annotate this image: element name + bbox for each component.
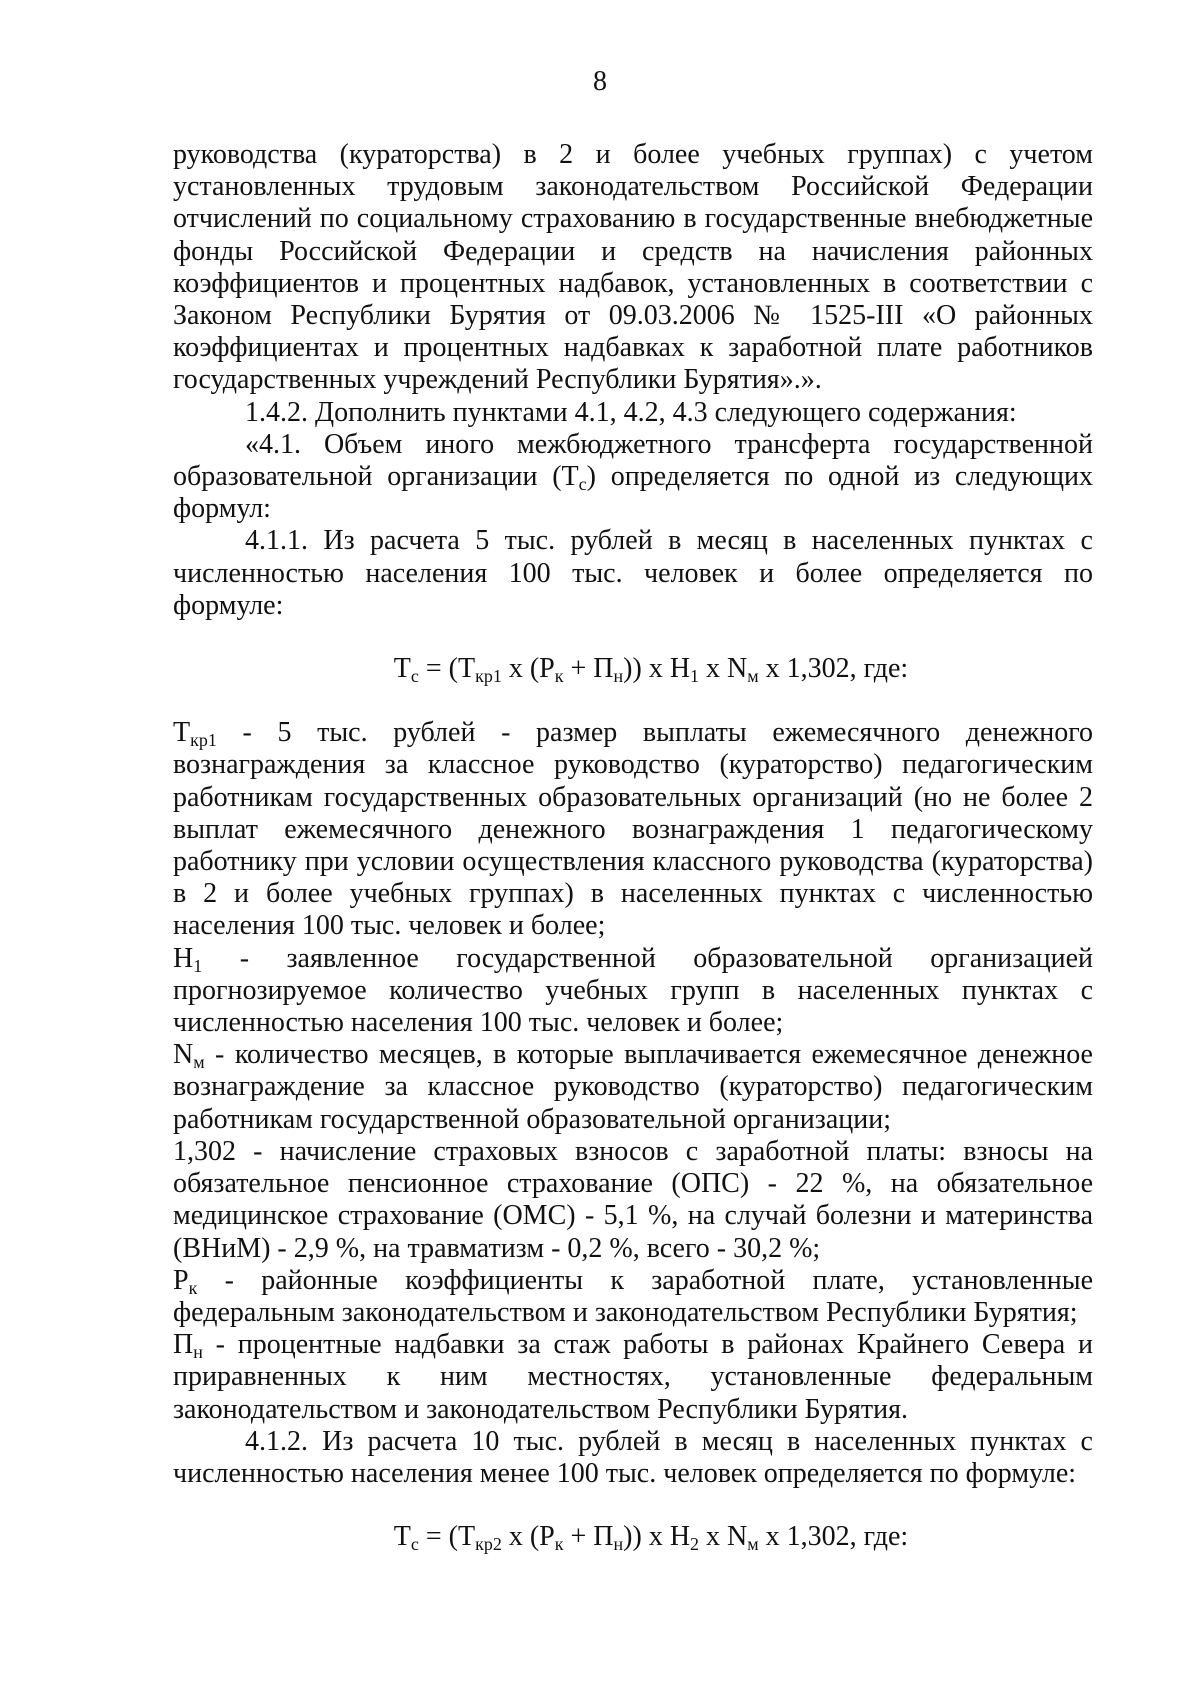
paragraph-4-1-2: 4.1.2. Из расчета 10 тыс. рублей в месяц в населенных пунктах с численностью населения менее 100 тыс. человек определяется по формуле: — [173, 1425, 1093, 1489]
definition-h1: $Н_1$ - заявленное государственной образовательной организацией прогнозируемое количество учебных групп в населенных пунктах с численностью населения 100 тыс. человек и более; — [173, 942, 1093, 1039]
definition-nm: $N_м$ - количество месяцев, в которые выплачивается ежемесячное денежное вознаграждение за классное руководство (кураторство) педагогическим работникам государственной образовательной организации; — [173, 1039, 1093, 1135]
document-body — [173, 139, 1093, 1553]
definition-rk: $Р_к$ - районные коэффициенты к заработной плате, установленные федеральным законодательством и законодательством Республики Бурятия; — [173, 1264, 1093, 1328]
paragraph-1-4-2: 1.4.2. Дополнить пунктами 4.1, 4.2, 4.3 следующего содержания: — [245, 396, 1017, 428]
paragraph-continuation: руководства (кураторства) в 2 и более учебных группах) с учетом установленных трудовым законодательством Российской Федерации отчислений по социальному страхованию в государственные внебюджетные фонды Российской Федерации и средств на начисления районных коэффициентов и процентных надбавок, установленных в соответствии с Законом Республики Бурятия от 09.03.2006 № 1525-III «О районных коэффициентах и процентных надбавках к заработной плате работников государственных учреждений Республики Бурятия».». — [173, 139, 1093, 396]
definition-pn: $П_н$ - процентные надбавки за стаж работы в районах Крайнего Севера и приравненных к ним местностях, установленные федеральным законодательством и законодательством Республики Бурятия. — [173, 1329, 1093, 1425]
definition-tkr1: $Т_{кр1} - 5$ тыс. рублей - размер выплаты ежемесячного денежного вознаграждения за классное руководство (кураторство) педагогическим работникам государственных образовательных организаций (но не более 2 выплат ежемесячного денежного вознаграждения 1 педагогическому работнику при условии осуществления классного руководства (кураторства) в 2 и более учебных группах) в населенных пунктах с численностью населения 100 тыс. человек и более; — [173, 717, 1093, 942]
paragraph-4-1-1: 4.1.1. Из расчета 5 тыс. рублей в месяц в населенных пунктах с численностью населения 100 тыс. человек и более определяется по формуле: — [173, 525, 1093, 621]
definition-coefficient: 1,302 - начисление страховых взносов с заработной платы: взносы на обязательное пенсионное страхование (ОПС) - 22 %, на обязательное медицинское страхование (ОМС) - 5,1 %, на случай болезни и материнства (ВНиМ) - 2,9 %, на травматизм - 0,2 %, всего - 30,2 %; — [173, 1135, 1093, 1264]
page-number: 8 — [593, 66, 607, 97]
formula-1: $Т_с = (Т_{кр1}$ х $(Р_к + П_н)$) х $Н_1$ х $N_м$ х 1,302, где: — [393, 653, 909, 687]
paragraph-4-1: «4.1. Объем иного межбюджетного трансферта государственной образовательной организации $(Т_с)$ определяется по одной из следующих формул: — [173, 428, 1094, 525]
formula-2: $Т_с = (Т_{кр2}$ х $(Р_к + П_н)$) х $Н_2$ х $N_м$ х 1,302, где: — [393, 1521, 909, 1555]
